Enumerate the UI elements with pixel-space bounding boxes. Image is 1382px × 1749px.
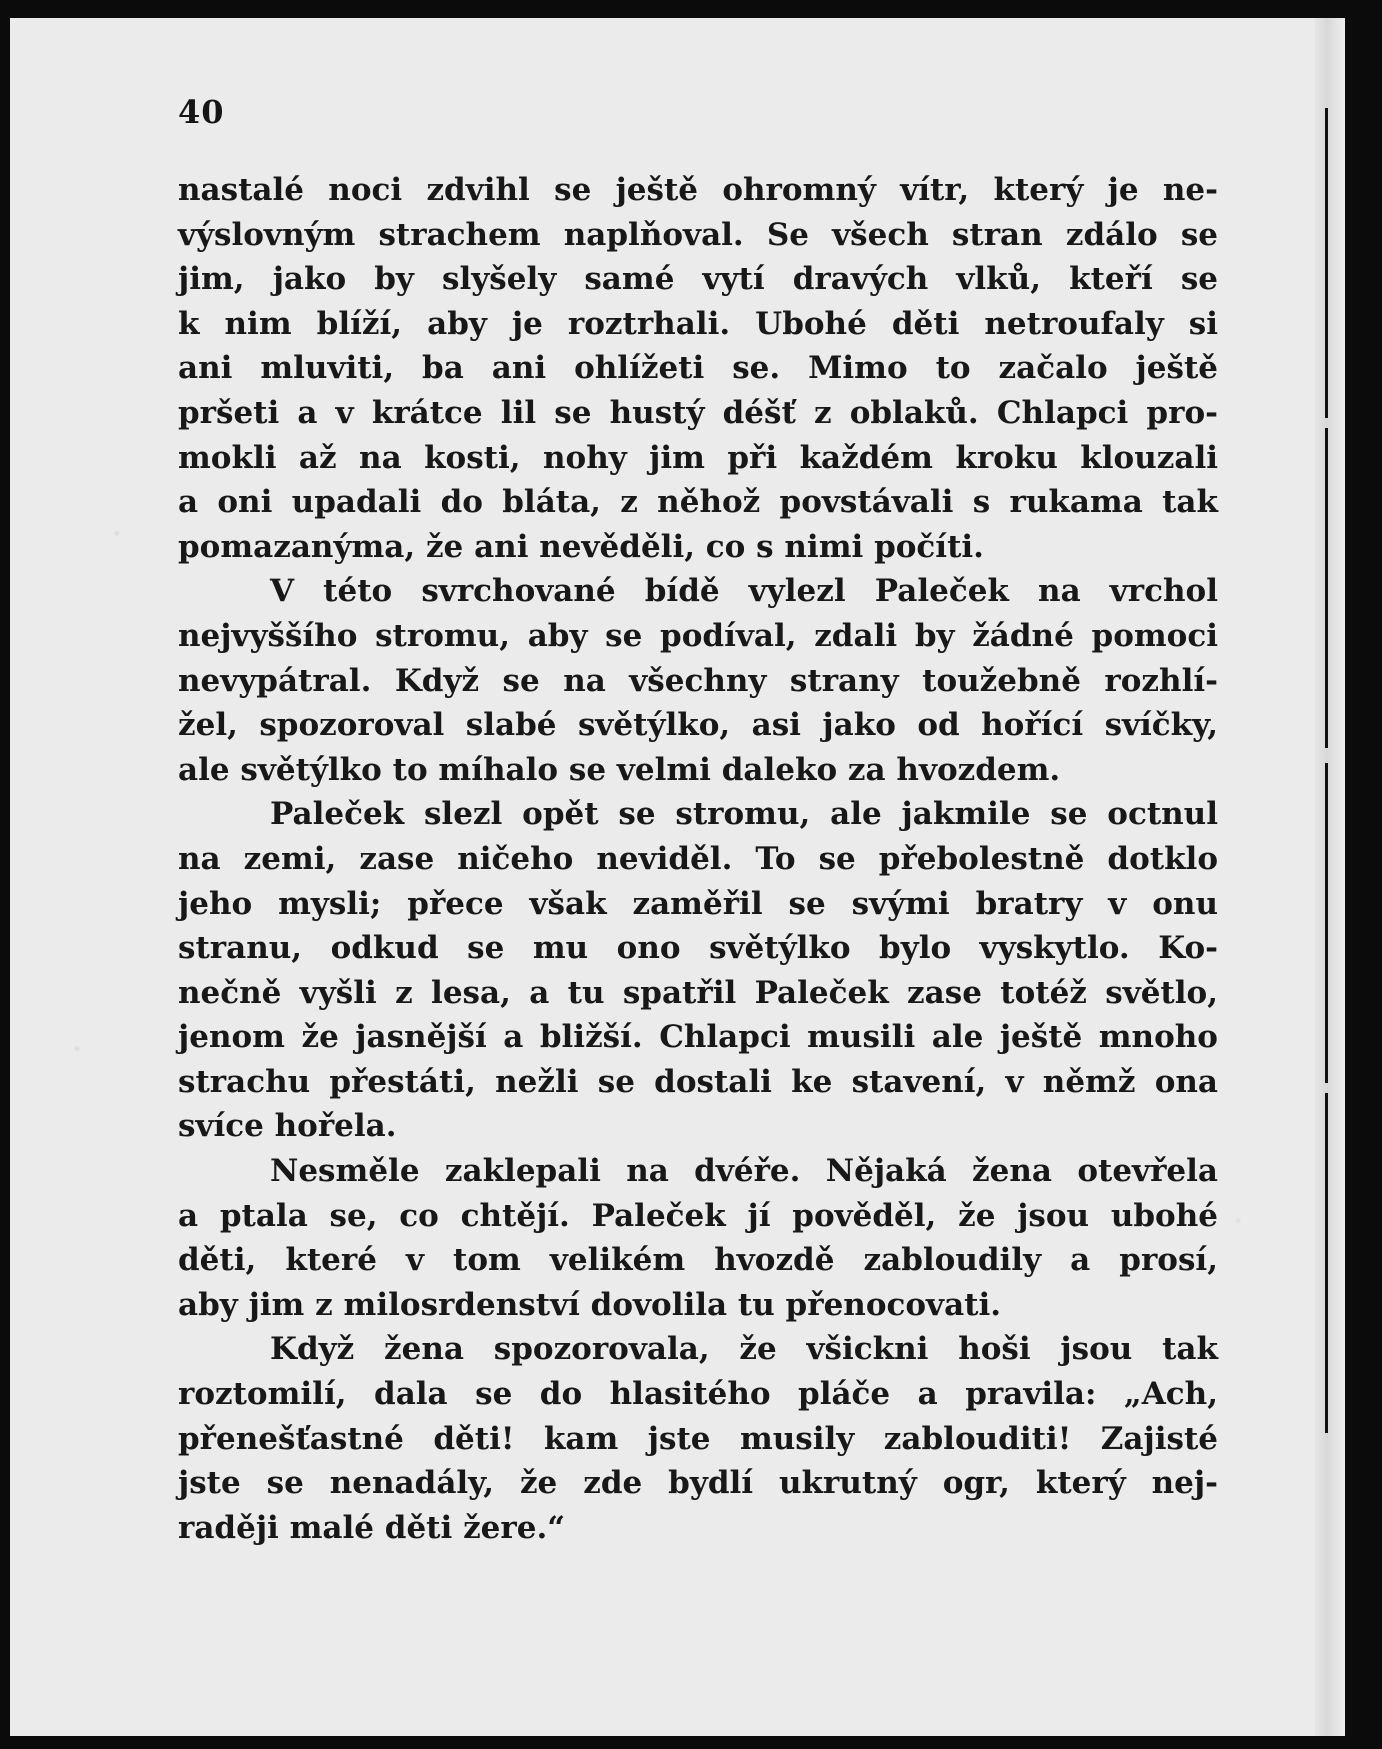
text-line: svíce hořela.: [178, 1108, 397, 1145]
spine-binding-line: [1325, 428, 1328, 748]
paragraph: [178, 792, 1218, 1149]
text-line: Paleček slezl opět se stromu, ale jakmile se octnul: [270, 796, 1218, 833]
text-line: žel, spozoroval slabé světýlko, asi jako od hořící svíčky,: [178, 707, 1218, 744]
text-line: jste se nenadály, že zde bydlí ukrutný ogr, který nej-: [178, 1465, 1218, 1502]
text-line: nečně vyšli z lesa, a tu spatřil Paleček zase totéž světlo,: [178, 974, 1218, 1011]
text-line: jeho mysli; přece však zaměřil se svými bratry v onu: [178, 885, 1218, 922]
paragraph: [178, 569, 1218, 792]
spine-binding-line: [1325, 763, 1328, 1083]
text-line: přenešťastné děti! kam jste musily zablouditi! Zajisté: [178, 1420, 1218, 1457]
text-line: ale světýlko to míhalo se velmi daleko za hvozdem.: [178, 751, 1061, 788]
text-line: děti, které v tom velikém hvozdě zabloudily a prosí,: [178, 1242, 1218, 1279]
text-line: strachu přestáti, nežli se dostali ke stavení, v němž ona: [178, 1063, 1218, 1100]
text-line: nastalé noci zdvihl se ještě ohromný vítr, který je ne-: [178, 172, 1218, 208]
text-line: nevypátral. Když se na všechny strany toužebně rozhlí-: [178, 662, 1218, 699]
text-line: jenom že jasnější a bližší. Chlapci musili ale ještě mnoho: [178, 1019, 1218, 1056]
text-line: nejvyššího stromu, aby se podíval, zdali by žádné pomoci: [178, 617, 1218, 654]
paragraph: [178, 1149, 1218, 1327]
text-line: pomazanýma, že ani nevěděli, co s nimi počíti.: [178, 528, 984, 565]
page-spine-edge: [1315, 18, 1345, 1736]
text-line: ani mluviti, ba ani ohlížeti se. Mimo to začalo ještě: [178, 350, 1218, 387]
text-line: mokli až na kosti, nohy jim při každém kroku klouzali: [178, 439, 1218, 476]
text-line: aby jim z milosrdenství dovolila tu přenocovati.: [178, 1286, 1002, 1323]
text-line: stranu, odkud se mu ono světýlko bylo vyskytlo. Ko-: [178, 930, 1218, 967]
text-line: raději malé děti žere.“: [178, 1509, 566, 1546]
page-number: 40: [178, 93, 225, 131]
text-line: a oni upadali do bláta, z něhož povstávali s rukama tak: [178, 484, 1218, 521]
text-line: na zemi, zase ničeho neviděl. To se přebolestně dotklo: [178, 840, 1218, 877]
spine-binding-line: [1325, 108, 1328, 418]
text-line: a ptala se, co chtějí. Paleček jí pověděl, že jsou ubohé: [178, 1197, 1218, 1234]
text-line: výslovným strachem naplňoval. Se všech stran zdálo se: [178, 216, 1218, 253]
text-line: Když žena spozorovala, že všickni hoši jsou tak: [270, 1331, 1218, 1368]
paragraph: [178, 168, 1218, 569]
body-text: [178, 168, 1218, 1550]
text-line: jim, jako by slyšely samé vytí dravých vlků, kteří se: [178, 261, 1218, 298]
text-line: roztomilí, dala se do hlasitého pláče a pravila: „Ach,: [178, 1376, 1218, 1413]
text-line: Nesměle zaklepali na dvéře. Nějaká žena otevřela: [270, 1153, 1218, 1190]
text-line: pršeti a v krátce lil se hustý déšť z oblaků. Chlapci pro-: [178, 394, 1218, 431]
text-line: k nim blíží, aby je roztrhali. Ubohé děti netroufaly si: [178, 305, 1218, 342]
text-line: V této svrchované bídě vylezl Paleček na vrchol: [270, 573, 1218, 610]
book-page: [10, 18, 1345, 1736]
paragraph: [178, 1327, 1218, 1550]
spine-binding-line: [1325, 1093, 1328, 1433]
